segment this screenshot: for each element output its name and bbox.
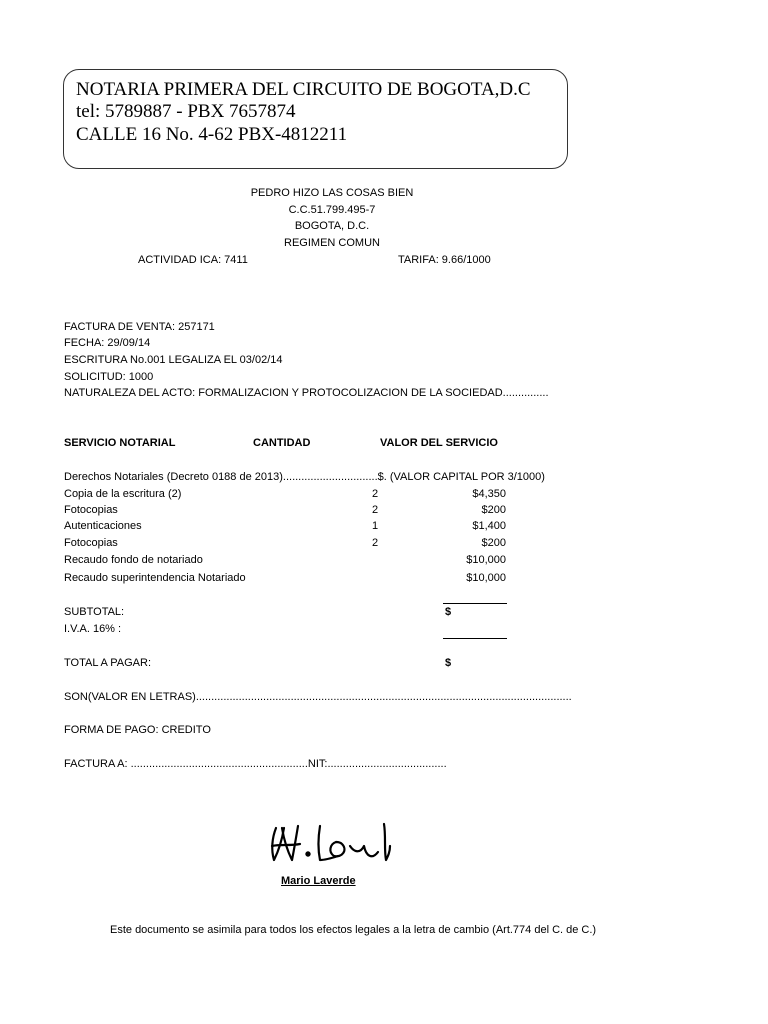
row-value: $1,400 bbox=[472, 520, 506, 532]
row-service: Autenticaciones bbox=[64, 520, 142, 532]
notary-phones: tel: 5789887 - PBX 7657874 bbox=[76, 101, 296, 122]
row-service: Recaudo superintendencia Notariado bbox=[64, 572, 246, 584]
header-service: SERVICIO NOTARIAL bbox=[64, 437, 176, 449]
legal-notice: Este documento se asimila para todos los efectos legales a la letra de cambio (Art.774 del C. de C.) bbox=[110, 924, 597, 936]
subtotal-label: SUBTOTAL: bbox=[64, 606, 125, 618]
issuer-rate: TARIFA: 9.66/1000 bbox=[398, 254, 491, 266]
issuer-city: BOGOTA, D.C. bbox=[294, 220, 370, 232]
handwritten-signature bbox=[262, 816, 412, 872]
row-value: $4,350 bbox=[472, 488, 506, 500]
issuer-regime: REGIMEN COMUN bbox=[284, 237, 380, 249]
row-qty: 2 bbox=[372, 537, 379, 549]
header-quantity: CANTIDAD bbox=[253, 437, 311, 449]
row-qty: 1 bbox=[372, 520, 379, 532]
payment-method: FORMA DE PAGO: CREDITO bbox=[64, 724, 211, 736]
total-label: TOTAL A PAGAR: bbox=[64, 657, 152, 669]
invoice-nature: NATURALEZA DEL ACTO: FORMALIZACION Y PROTOCOLIZACION DE LA SOCIEDAD............... bbox=[64, 387, 549, 399]
amount-in-words: SON(VALOR EN LETRAS)........................................................................................................................... bbox=[64, 691, 572, 703]
notary-header-box bbox=[63, 69, 568, 169]
invoice-request: SOLICITUD: 1000 bbox=[64, 371, 154, 383]
subtotal-value: $ bbox=[445, 606, 452, 618]
row-service: Fotocopias bbox=[64, 537, 118, 549]
row-qty: 2 bbox=[372, 504, 379, 516]
notary-address: CALLE 16 No. 4-62 PBX-4812211 bbox=[76, 124, 348, 145]
issuer-cc: C.C.51.799.495-7 bbox=[288, 204, 376, 216]
invoice-date: FECHA: 29/09/14 bbox=[64, 337, 151, 349]
notary-name: NOTARIA PRIMERA DEL CIRCUITO DE BOGOTA,D.C bbox=[76, 79, 531, 100]
row-service: Fotocopias bbox=[64, 504, 118, 516]
row-service: Copia de la escritura (2) bbox=[64, 488, 182, 500]
row-value: $10,000 bbox=[466, 554, 506, 566]
derechos-notariales: Derechos Notariales (Decreto 0188 de 2013)...............................$. (VALOR CAPITAL POR 3/1000) bbox=[64, 471, 545, 483]
row-qty: 2 bbox=[372, 488, 379, 500]
row-service: Recaudo fondo de notariado bbox=[64, 554, 203, 566]
invoice-number: FACTURA DE VENTA: 257171 bbox=[64, 321, 215, 333]
row-value: $10,000 bbox=[466, 572, 506, 584]
header-value: VALOR DEL SERVICIO bbox=[380, 437, 498, 449]
total-value: $ bbox=[445, 657, 452, 669]
issuer-activity: ACTIVIDAD ICA: 7411 bbox=[138, 254, 248, 266]
subtotal-rule bbox=[443, 603, 507, 604]
issuer-name: PEDRO HIZO LAS COSAS BIEN bbox=[250, 187, 414, 199]
row-value: $200 bbox=[481, 504, 506, 516]
iva-label: I.V.A. 16% : bbox=[64, 623, 122, 635]
invoice-deed: ESCRITURA No.001 LEGALIZA EL 03/02/14 bbox=[64, 354, 283, 366]
iva-rule bbox=[443, 638, 507, 639]
signer-name: Mario Laverde bbox=[281, 875, 356, 887]
row-value: $200 bbox=[481, 537, 506, 549]
bill-to: FACTURA A: ..........................................................NIT:....................................... bbox=[64, 758, 447, 770]
